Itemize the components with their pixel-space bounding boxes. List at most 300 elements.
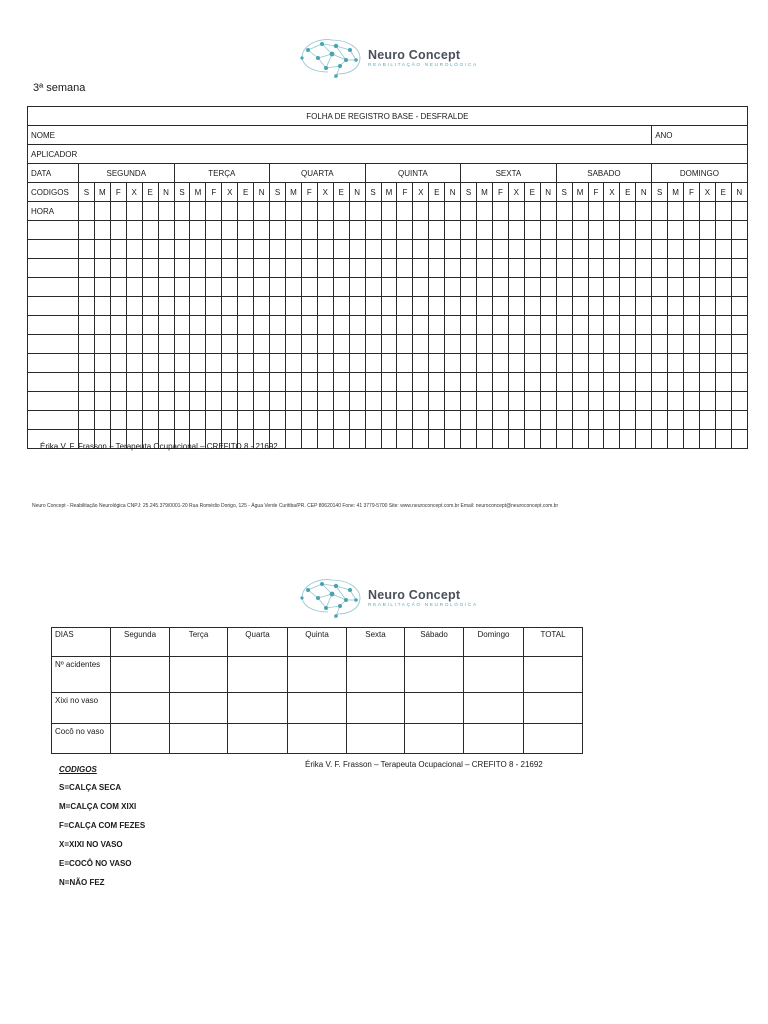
entry-cell[interactable]	[429, 335, 445, 354]
entry-cell[interactable]	[413, 221, 429, 240]
entry-cell[interactable]	[715, 259, 731, 278]
entry-cell[interactable]	[588, 354, 604, 373]
entry-cell[interactable]	[429, 430, 445, 449]
entry-cell[interactable]	[397, 430, 413, 449]
entry-cell[interactable]	[556, 221, 572, 240]
entry-cell[interactable]	[699, 430, 715, 449]
entry-cell[interactable]	[397, 259, 413, 278]
entry-cell[interactable]	[636, 221, 652, 240]
entry-cell[interactable]	[540, 316, 556, 335]
entry-cell[interactable]	[110, 221, 126, 240]
entry-cell[interactable]	[349, 411, 365, 430]
entry-cell[interactable]	[381, 202, 397, 221]
entry-cell[interactable]	[492, 354, 508, 373]
entry-cell[interactable]	[461, 373, 477, 392]
entry-cell[interactable]	[715, 278, 731, 297]
entry-cell[interactable]	[604, 373, 620, 392]
entry-cell[interactable]	[174, 373, 190, 392]
entry-cell[interactable]	[636, 411, 652, 430]
entry-cell[interactable]	[126, 221, 142, 240]
entry-cell[interactable]	[238, 392, 254, 411]
entry-cell[interactable]	[413, 202, 429, 221]
entry-cell[interactable]	[413, 373, 429, 392]
entry-cell[interactable]	[445, 278, 461, 297]
hora-cell[interactable]	[28, 278, 79, 297]
entry-cell[interactable]	[445, 354, 461, 373]
entry-cell[interactable]	[142, 392, 158, 411]
entry-cell[interactable]	[270, 202, 286, 221]
entry-cell[interactable]	[652, 335, 668, 354]
entry-cell[interactable]	[668, 335, 684, 354]
entry-cell[interactable]	[206, 221, 222, 240]
entry-cell[interactable]	[588, 278, 604, 297]
entry-cell[interactable]	[222, 373, 238, 392]
entry-cell[interactable]	[477, 278, 493, 297]
entry-cell[interactable]	[540, 240, 556, 259]
entry-cell[interactable]	[397, 392, 413, 411]
entry-cell[interactable]	[524, 297, 540, 316]
entry-cell[interactable]	[461, 392, 477, 411]
summary-cell[interactable]	[405, 724, 464, 754]
entry-cell[interactable]	[381, 259, 397, 278]
entry-cell[interactable]	[349, 278, 365, 297]
entry-cell[interactable]	[333, 411, 349, 430]
entry-cell[interactable]	[142, 297, 158, 316]
entry-cell[interactable]	[699, 392, 715, 411]
entry-cell[interactable]	[477, 335, 493, 354]
entry-cell[interactable]	[333, 373, 349, 392]
entry-cell[interactable]	[492, 316, 508, 335]
entry-cell[interactable]	[461, 354, 477, 373]
entry-cell[interactable]	[158, 392, 174, 411]
entry-cell[interactable]	[397, 373, 413, 392]
entry-cell[interactable]	[142, 240, 158, 259]
entry-cell[interactable]	[333, 240, 349, 259]
entry-cell[interactable]	[429, 373, 445, 392]
entry-cell[interactable]	[620, 354, 636, 373]
entry-cell[interactable]	[126, 259, 142, 278]
entry-cell[interactable]	[190, 278, 206, 297]
entry-cell[interactable]	[620, 411, 636, 430]
entry-cell[interactable]	[413, 259, 429, 278]
entry-cell[interactable]	[254, 335, 270, 354]
entry-cell[interactable]	[381, 411, 397, 430]
entry-cell[interactable]	[620, 392, 636, 411]
entry-cell[interactable]	[445, 373, 461, 392]
entry-cell[interactable]	[174, 316, 190, 335]
entry-cell[interactable]	[461, 278, 477, 297]
entry-cell[interactable]	[668, 411, 684, 430]
entry-cell[interactable]	[238, 335, 254, 354]
entry-cell[interactable]	[365, 411, 381, 430]
entry-cell[interactable]	[524, 259, 540, 278]
entry-cell[interactable]	[333, 316, 349, 335]
entry-cell[interactable]	[301, 316, 317, 335]
entry-cell[interactable]	[110, 316, 126, 335]
entry-cell[interactable]	[652, 278, 668, 297]
entry-cell[interactable]	[94, 259, 110, 278]
entry-cell[interactable]	[190, 259, 206, 278]
entry-cell[interactable]	[652, 373, 668, 392]
entry-cell[interactable]	[254, 411, 270, 430]
entry-cell[interactable]	[238, 373, 254, 392]
entry-cell[interactable]	[699, 335, 715, 354]
entry-cell[interactable]	[94, 202, 110, 221]
entry-cell[interactable]	[668, 316, 684, 335]
entry-cell[interactable]	[397, 240, 413, 259]
entry-cell[interactable]	[301, 259, 317, 278]
entry-cell[interactable]	[572, 430, 588, 449]
entry-cell[interactable]	[285, 297, 301, 316]
entry-cell[interactable]	[190, 392, 206, 411]
entry-cell[interactable]	[142, 259, 158, 278]
entry-cell[interactable]	[445, 297, 461, 316]
entry-cell[interactable]	[588, 335, 604, 354]
entry-cell[interactable]	[524, 430, 540, 449]
entry-cell[interactable]	[301, 392, 317, 411]
entry-cell[interactable]	[572, 392, 588, 411]
entry-cell[interactable]	[461, 430, 477, 449]
entry-cell[interactable]	[365, 373, 381, 392]
entry-cell[interactable]	[174, 240, 190, 259]
entry-cell[interactable]	[572, 373, 588, 392]
entry-cell[interactable]	[588, 202, 604, 221]
entry-cell[interactable]	[572, 259, 588, 278]
entry-cell[interactable]	[604, 316, 620, 335]
entry-cell[interactable]	[238, 278, 254, 297]
entry-cell[interactable]	[317, 411, 333, 430]
entry-cell[interactable]	[94, 373, 110, 392]
entry-cell[interactable]	[174, 392, 190, 411]
entry-cell[interactable]	[572, 335, 588, 354]
entry-cell[interactable]	[620, 240, 636, 259]
entry-cell[interactable]	[731, 259, 747, 278]
entry-cell[interactable]	[79, 259, 95, 278]
entry-cell[interactable]	[445, 221, 461, 240]
summary-cell[interactable]	[170, 693, 228, 724]
entry-cell[interactable]	[206, 411, 222, 430]
entry-cell[interactable]	[126, 354, 142, 373]
entry-cell[interactable]	[317, 392, 333, 411]
entry-cell[interactable]	[365, 259, 381, 278]
entry-cell[interactable]	[699, 259, 715, 278]
entry-cell[interactable]	[94, 411, 110, 430]
entry-cell[interactable]	[429, 354, 445, 373]
entry-cell[interactable]	[684, 240, 700, 259]
entry-cell[interactable]	[397, 354, 413, 373]
entry-cell[interactable]	[668, 354, 684, 373]
entry-cell[interactable]	[158, 354, 174, 373]
entry-cell[interactable]	[699, 373, 715, 392]
entry-cell[interactable]	[206, 259, 222, 278]
entry-cell[interactable]	[572, 297, 588, 316]
entry-cell[interactable]	[381, 240, 397, 259]
entry-cell[interactable]	[254, 373, 270, 392]
hora-cell[interactable]	[28, 411, 79, 430]
entry-cell[interactable]	[540, 354, 556, 373]
entry-cell[interactable]	[222, 354, 238, 373]
entry-cell[interactable]	[477, 221, 493, 240]
entry-cell[interactable]	[365, 240, 381, 259]
entry-cell[interactable]	[620, 373, 636, 392]
entry-cell[interactable]	[652, 430, 668, 449]
entry-cell[interactable]	[381, 354, 397, 373]
entry-cell[interactable]	[556, 278, 572, 297]
entry-cell[interactable]	[190, 335, 206, 354]
entry-cell[interactable]	[413, 335, 429, 354]
entry-cell[interactable]	[285, 240, 301, 259]
entry-cell[interactable]	[588, 411, 604, 430]
entry-cell[interactable]	[731, 354, 747, 373]
entry-cell[interactable]	[94, 316, 110, 335]
entry-cell[interactable]	[158, 240, 174, 259]
entry-cell[interactable]	[461, 335, 477, 354]
entry-cell[interactable]	[620, 430, 636, 449]
entry-cell[interactable]	[190, 316, 206, 335]
entry-cell[interactable]	[524, 221, 540, 240]
entry-cell[interactable]	[540, 373, 556, 392]
entry-cell[interactable]	[397, 411, 413, 430]
entry-cell[interactable]	[668, 392, 684, 411]
entry-cell[interactable]	[349, 259, 365, 278]
entry-cell[interactable]	[492, 335, 508, 354]
entry-cell[interactable]	[413, 278, 429, 297]
entry-cell[interactable]	[604, 259, 620, 278]
entry-cell[interactable]	[477, 259, 493, 278]
entry-cell[interactable]	[301, 202, 317, 221]
entry-cell[interactable]	[588, 373, 604, 392]
entry-cell[interactable]	[206, 278, 222, 297]
entry-cell[interactable]	[317, 259, 333, 278]
entry-cell[interactable]	[429, 278, 445, 297]
entry-cell[interactable]	[572, 202, 588, 221]
entry-cell[interactable]	[222, 240, 238, 259]
entry-cell[interactable]	[604, 411, 620, 430]
entry-cell[interactable]	[110, 259, 126, 278]
entry-cell[interactable]	[620, 297, 636, 316]
entry-cell[interactable]	[445, 335, 461, 354]
entry-cell[interactable]	[429, 392, 445, 411]
entry-cell[interactable]	[174, 259, 190, 278]
entry-cell[interactable]	[285, 221, 301, 240]
entry-cell[interactable]	[413, 297, 429, 316]
entry-cell[interactable]	[126, 278, 142, 297]
entry-cell[interactable]	[94, 354, 110, 373]
entry-cell[interactable]	[668, 278, 684, 297]
entry-cell[interactable]	[429, 297, 445, 316]
entry-cell[interactable]	[222, 392, 238, 411]
entry-cell[interactable]	[142, 221, 158, 240]
entry-cell[interactable]	[636, 259, 652, 278]
entry-cell[interactable]	[572, 411, 588, 430]
entry-cell[interactable]	[604, 430, 620, 449]
entry-cell[interactable]	[142, 411, 158, 430]
entry-cell[interactable]	[429, 240, 445, 259]
entry-cell[interactable]	[477, 430, 493, 449]
entry-cell[interactable]	[333, 430, 349, 449]
entry-cell[interactable]	[285, 373, 301, 392]
entry-cell[interactable]	[333, 202, 349, 221]
entry-cell[interactable]	[285, 392, 301, 411]
entry-cell[interactable]	[285, 430, 301, 449]
entry-cell[interactable]	[285, 278, 301, 297]
entry-cell[interactable]	[684, 354, 700, 373]
entry-cell[interactable]	[731, 278, 747, 297]
entry-cell[interactable]	[524, 240, 540, 259]
entry-cell[interactable]	[508, 297, 524, 316]
entry-cell[interactable]	[126, 411, 142, 430]
entry-cell[interactable]	[79, 373, 95, 392]
entry-cell[interactable]	[333, 335, 349, 354]
entry-cell[interactable]	[79, 202, 95, 221]
entry-cell[interactable]	[461, 240, 477, 259]
entry-cell[interactable]	[222, 259, 238, 278]
entry-cell[interactable]	[126, 335, 142, 354]
hora-cell[interactable]	[28, 240, 79, 259]
entry-cell[interactable]	[731, 240, 747, 259]
entry-cell[interactable]	[206, 392, 222, 411]
entry-cell[interactable]	[158, 373, 174, 392]
entry-cell[interactable]	[540, 335, 556, 354]
entry-cell[interactable]	[556, 297, 572, 316]
entry-cell[interactable]	[349, 354, 365, 373]
entry-cell[interactable]	[79, 240, 95, 259]
entry-cell[interactable]	[620, 278, 636, 297]
entry-cell[interactable]	[317, 240, 333, 259]
entry-cell[interactable]	[254, 259, 270, 278]
entry-cell[interactable]	[270, 354, 286, 373]
entry-cell[interactable]	[508, 335, 524, 354]
entry-cell[interactable]	[684, 373, 700, 392]
entry-cell[interactable]	[461, 297, 477, 316]
entry-cell[interactable]	[684, 221, 700, 240]
entry-cell[interactable]	[699, 297, 715, 316]
entry-cell[interactable]	[349, 316, 365, 335]
entry-cell[interactable]	[508, 202, 524, 221]
entry-cell[interactable]	[142, 373, 158, 392]
entry-cell[interactable]	[254, 354, 270, 373]
entry-cell[interactable]	[142, 316, 158, 335]
entry-cell[interactable]	[540, 430, 556, 449]
entry-cell[interactable]	[461, 316, 477, 335]
entry-cell[interactable]	[588, 240, 604, 259]
entry-cell[interactable]	[206, 354, 222, 373]
entry-cell[interactable]	[142, 278, 158, 297]
entry-cell[interactable]	[684, 335, 700, 354]
entry-cell[interactable]	[556, 373, 572, 392]
entry-cell[interactable]	[636, 316, 652, 335]
entry-cell[interactable]	[445, 316, 461, 335]
summary-cell[interactable]	[111, 657, 170, 693]
entry-cell[interactable]	[254, 202, 270, 221]
entry-cell[interactable]	[238, 316, 254, 335]
entry-cell[interactable]	[381, 297, 397, 316]
entry-cell[interactable]	[540, 411, 556, 430]
entry-cell[interactable]	[668, 297, 684, 316]
entry-cell[interactable]	[94, 392, 110, 411]
entry-cell[interactable]	[652, 411, 668, 430]
entry-cell[interactable]	[254, 316, 270, 335]
entry-cell[interactable]	[699, 278, 715, 297]
entry-cell[interactable]	[684, 259, 700, 278]
summary-cell[interactable]	[111, 724, 170, 754]
entry-cell[interactable]	[190, 221, 206, 240]
entry-cell[interactable]	[699, 202, 715, 221]
entry-cell[interactable]	[349, 202, 365, 221]
entry-cell[interactable]	[381, 278, 397, 297]
entry-cell[interactable]	[604, 240, 620, 259]
entry-cell[interactable]	[349, 430, 365, 449]
summary-cell[interactable]	[405, 657, 464, 693]
entry-cell[interactable]	[397, 297, 413, 316]
entry-cell[interactable]	[365, 354, 381, 373]
entry-cell[interactable]	[715, 411, 731, 430]
entry-cell[interactable]	[636, 335, 652, 354]
entry-cell[interactable]	[317, 373, 333, 392]
entry-cell[interactable]	[285, 354, 301, 373]
entry-cell[interactable]	[222, 202, 238, 221]
entry-cell[interactable]	[524, 392, 540, 411]
entry-cell[interactable]	[190, 354, 206, 373]
entry-cell[interactable]	[110, 278, 126, 297]
entry-cell[interactable]	[652, 240, 668, 259]
entry-cell[interactable]	[190, 297, 206, 316]
entry-cell[interactable]	[445, 240, 461, 259]
entry-cell[interactable]	[270, 316, 286, 335]
entry-cell[interactable]	[652, 316, 668, 335]
entry-cell[interactable]	[365, 316, 381, 335]
entry-cell[interactable]	[731, 221, 747, 240]
entry-cell[interactable]	[636, 430, 652, 449]
entry-cell[interactable]	[715, 335, 731, 354]
entry-cell[interactable]	[126, 240, 142, 259]
entry-cell[interactable]	[174, 202, 190, 221]
entry-cell[interactable]	[285, 316, 301, 335]
entry-cell[interactable]	[158, 278, 174, 297]
entry-cell[interactable]	[142, 202, 158, 221]
entry-cell[interactable]	[333, 221, 349, 240]
entry-cell[interactable]	[381, 392, 397, 411]
entry-cell[interactable]	[317, 354, 333, 373]
entry-cell[interactable]	[397, 316, 413, 335]
entry-cell[interactable]	[349, 335, 365, 354]
entry-cell[interactable]	[79, 297, 95, 316]
entry-cell[interactable]	[715, 354, 731, 373]
entry-cell[interactable]	[556, 335, 572, 354]
entry-cell[interactable]	[445, 411, 461, 430]
hora-cell[interactable]	[28, 392, 79, 411]
entry-cell[interactable]	[477, 392, 493, 411]
entry-cell[interactable]	[301, 430, 317, 449]
entry-cell[interactable]	[270, 373, 286, 392]
entry-cell[interactable]	[715, 430, 731, 449]
entry-cell[interactable]	[222, 221, 238, 240]
entry-cell[interactable]	[668, 240, 684, 259]
entry-cell[interactable]	[349, 297, 365, 316]
entry-cell[interactable]	[477, 316, 493, 335]
entry-cell[interactable]	[699, 316, 715, 335]
entry-cell[interactable]	[524, 335, 540, 354]
entry-cell[interactable]	[110, 411, 126, 430]
hora-cell[interactable]	[28, 259, 79, 278]
entry-cell[interactable]	[572, 354, 588, 373]
entry-cell[interactable]	[556, 240, 572, 259]
entry-cell[interactable]	[285, 411, 301, 430]
entry-cell[interactable]	[206, 316, 222, 335]
entry-cell[interactable]	[715, 221, 731, 240]
entry-cell[interactable]	[238, 202, 254, 221]
summary-cell[interactable]	[228, 724, 288, 754]
